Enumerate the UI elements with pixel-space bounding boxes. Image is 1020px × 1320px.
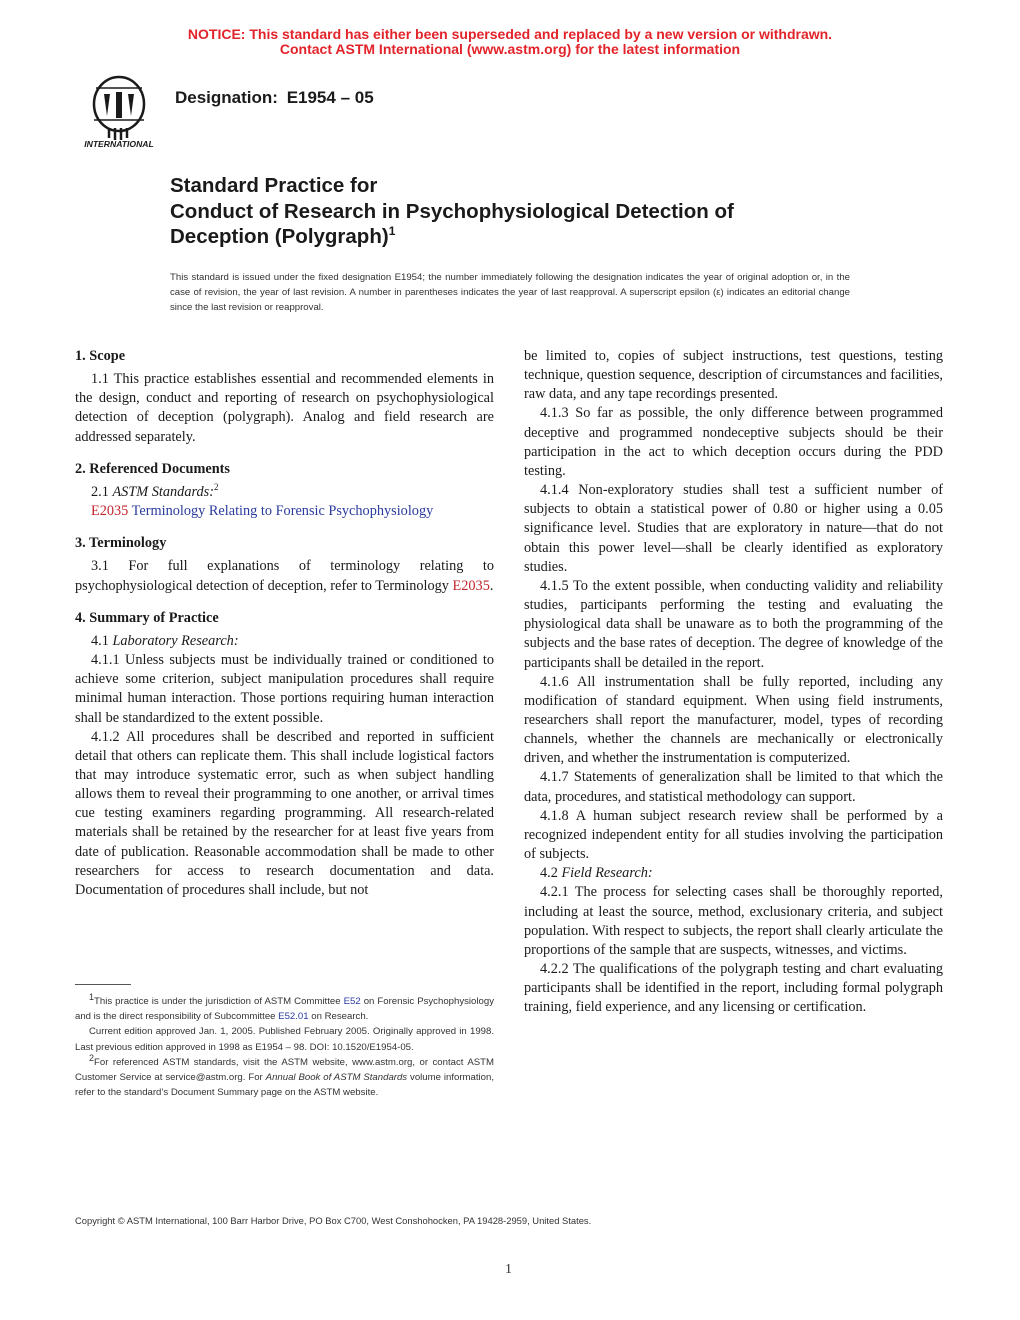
paragraph-4-1-3: 4.1.3 So far as possible, the only difference between programmed deceptive and programmed nondeceptive subjects should be their participation in the act to which deception occurs during the PDD testing.: [524, 405, 943, 479]
paragraph-4-1-4: 4.1.4 Non-exploratory studies shall test a sufficient number of subjects to obtain a statistical power of 0.80 or higher using a 0.05 significance level. Studies that are exploratory in nature—that do not obtain this power level—shall be clearly identified as exploratory studies.: [524, 482, 943, 575]
astm-logo: [76, 72, 162, 150]
doc-title-link[interactable]: Terminology Relating to Forensic Psychophysiology: [131, 503, 434, 520]
footnote-1: $^1$This practice is under the jurisdiction of ASTM Committee E52 on Forensic Psychophysiology and is the direct responsibility of Subcommittee E52.01 on Research.: [75, 991, 494, 1023]
summary-heading: 4. Summary of Practice: [75, 609, 219, 626]
page-number: 1: [505, 1262, 512, 1277]
paragraph-4-2: 4.2 Field Research:: [540, 865, 653, 882]
left-column: [75, 347, 494, 900]
paragraph-4-2-2: 4.2.2 The qualifications of the polygraph testing and chart evaluating participants shall be identified in the report, including formal polygraph training, field experience, and any licensing or certification.: [524, 961, 943, 1016]
paragraph-4-1-8: 4.1.8 A human subject research review shall be performed by a recognized independent entity for all studies involving the participation of subjects.: [524, 807, 943, 863]
paragraph-4-1: 4.1 Laboratory Research:: [91, 632, 239, 649]
footnote-divider: [75, 984, 131, 985]
footnotes: [75, 991, 494, 1100]
designation-value: E1954 – 05: [286, 88, 374, 107]
astm-logo-caption: INTERNATIONAL: [84, 139, 154, 149]
right-column: [524, 347, 943, 1017]
notice-line-2: Contact ASTM International (www.astm.org) for the latest information: [279, 41, 741, 57]
referenced-doc-e2035[interactable]: [75, 502, 494, 521]
paragraph-4-1-1: 4.1.1 Unless subjects must be individually trained or conditioned to achieve some criterion, subject manipulation procedures shall require minimal human interaction. Those portions requiring human interaction shall be standardized to the extent possible.: [75, 652, 494, 726]
paragraph-4-1-6: 4.1.6 All instrumentation shall be fully reported, including any modification of standard equipment. When using field instruments, researchers shall report the manufacturer, model, types of recording channels, whether the channels are mechanically or electronically driven, and whether the instrumentation is computerized.: [524, 673, 943, 767]
paragraph-4-2-1: 4.2.1 The process for selecting cases shall be thoroughly reported, including at least the source, method, exclusionary criteria, and subject population. With respect to subjects, the report shall clearly articulate the proportions of the sample that are suspects, witnesses, and victims.: [524, 884, 943, 958]
document-title: [170, 173, 734, 250]
paragraph-4-1-2: 4.1.2 All procedures shall be described and reported in sufficient detail that others can replicate them. This shall include logistical factors that may introduce systematic error, such as when subject handling allows them to reveal their programming to one another, or arrival times cue testing examiners regarding programming. All research-related materials shall be retained by the researcher for at least five years from date of publication. Reasonable accommodation shall be made to other researchers for access to research documentation and data. Documentation of procedures shall include, but not: [75, 728, 494, 898]
paragraph-3-1: 3.1 For full explanations of terminology relating to psychophysiological detection of deception, refer to Terminology E2035.: [75, 558, 494, 594]
referenced-docs-heading: 2. Referenced Documents: [75, 460, 230, 477]
committee-e52-link[interactable]: E52: [343, 996, 361, 1007]
title-line-2: Conduct of Research in Psychophysiological Detection of: [170, 199, 734, 223]
terminology-heading: 3. Terminology: [75, 535, 167, 552]
scope-heading: 1. Scope: [75, 348, 126, 364]
paragraph-4-1-5: 4.1.5 To the extent possible, when conducting validity and reliability studies, participants performing the testing and evaluating the physiological data shall be unaware as to both the programming of the subjects and the base rates of deception. The degree of knowledge of the participants shall be detailed in the report.: [524, 577, 943, 671]
footnote-2: $^2$For referenced ASTM standards, visit the ASTM website, www.astm.org, or contact ASTM Customer Service at service@astm.org. For Annual Book of ASTM Standards volume information, refer to the standard’s Document Summary page on the ASTM website.: [75, 1052, 494, 1099]
issue-note: This standard is issued under the fixed designation E1954; the number immediately following the designation indicates the year of original adoption or, in the case of revision, the year of last revision. A number in parentheses indicates the year of last reapproval. A superscript epsilon (ε) indicates an editorial change since the last revision or reapproval.: [170, 272, 850, 313]
designation-label: Designation:: [175, 88, 278, 107]
paragraph-4-1-2-continued: be limited to, copies of subject instructions, test questions, testing technique, question sequence, description of circumstances and facilities, raw data, and any tape recordings presented.: [524, 348, 943, 403]
designation: [175, 88, 374, 108]
paragraph-1-1: 1.1 This practice establishes essential and recommended elements in the design, conduct and reporting of research on psychophysiological detection of deception (polygraph). Analog and field research are addressed separately.: [75, 371, 494, 445]
terminology-e2035-link[interactable]: E2035: [452, 577, 490, 594]
title-footnote-mark: 1: [388, 224, 396, 239]
notice-line-1: NOTICE: This standard has either been superseded and replaced by a new version or withdrawn.: [187, 26, 833, 42]
paragraph-4-1-7: 4.1.7 Statements of generalization shall be limited to that which the data, procedures, and statistical methodology can support.: [524, 769, 943, 805]
subcommittee-e52-01-link[interactable]: E52.01: [278, 1011, 309, 1023]
doc-code-link[interactable]: E2035: [91, 503, 129, 520]
title-line-1: Standard Practice for: [170, 174, 378, 197]
astm-logo-mark: [94, 77, 144, 140]
withdrawal-notice: [0, 27, 1020, 57]
title-line-3: Deception (Polygraph)$^1$: [170, 224, 396, 248]
paragraph-2-1: 2.1 ASTM Standards:$^2$: [91, 482, 219, 500]
footnote-1-edition: Current edition approved Jan. 1, 2005. Published February 2005. Originally approved in 1998. Last previous edition approved in 1998 as E1954 – 98. DOI: 10.1520/E1954-05.: [75, 1026, 494, 1053]
copyright-line: Copyright © ASTM International, 100 Barr Harbor Drive, PO Box C700, West Conshohocken, PA 19428-2959, United States.: [75, 1215, 592, 1226]
